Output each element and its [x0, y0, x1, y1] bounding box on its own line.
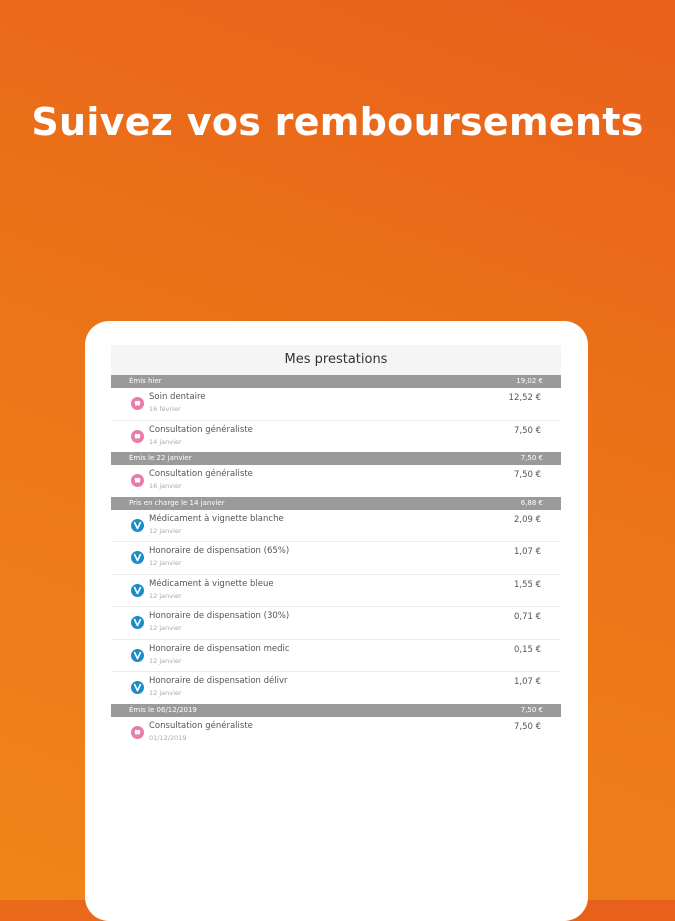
- screen-title: Mes prestations: [111, 345, 561, 375]
- prestation-date: 12 janvier: [149, 591, 182, 600]
- prestation-row[interactable]: [111, 575, 561, 608]
- prestation-amount: 1,07 €: [513, 677, 541, 687]
- prestation-amount: 7,50 €: [513, 721, 541, 732]
- prestation-title: Consultation généraliste: [149, 720, 253, 731]
- prestation-amount: 0,15 €: [513, 644, 541, 655]
- tooth-icon: [131, 397, 144, 410]
- prestation-row[interactable]: [111, 542, 561, 575]
- pharmacy-icon: [131, 616, 144, 629]
- prestation-title: Médicament à vignette bleue: [149, 578, 274, 589]
- prestation-row[interactable]: [111, 672, 561, 704]
- prestation-amount: 2,09 €: [513, 514, 541, 525]
- group-header: [111, 497, 561, 510]
- group-total: 19,02 €: [516, 377, 543, 385]
- prestation-row[interactable]: [111, 640, 561, 673]
- prestation-amount: 7,50 €: [513, 470, 541, 480]
- tooth-icon: [131, 430, 144, 443]
- group-total: 6,88 €: [520, 498, 543, 507]
- group-label: Émis le 06/12/2019: [129, 705, 197, 714]
- prestation-title: Consultation généraliste: [149, 424, 253, 435]
- pharmacy-icon: [131, 551, 144, 564]
- prestation-title: Honoraire de dispensation délivr: [149, 676, 288, 686]
- prestation-date: 16 janvier: [149, 482, 182, 490]
- prestation-row[interactable]: [111, 607, 561, 640]
- prestation-title: Honoraire de dispensation (65%): [149, 546, 290, 556]
- prestation-date: 12 janvier: [149, 526, 182, 535]
- prestation-date: 12 janvier: [149, 624, 182, 632]
- prestation-row[interactable]: [111, 421, 561, 453]
- tooth-icon: [131, 474, 144, 487]
- app-screen: [111, 345, 561, 905]
- prestation-date: 14 janvier: [149, 437, 182, 446]
- prestation-date: 12 janvier: [149, 559, 182, 567]
- prestation-row[interactable]: [111, 465, 561, 497]
- prestations-list: [111, 375, 561, 748]
- prestation-date: 01/12/2019: [149, 733, 187, 742]
- pharmacy-icon: [131, 519, 144, 532]
- prestation-title: Honoraire de dispensation (30%): [149, 611, 290, 621]
- prestation-row[interactable]: [111, 388, 561, 421]
- prestation-row[interactable]: [111, 717, 561, 749]
- group-label: Émis hier: [129, 377, 162, 385]
- prestation-amount: 1,55 €: [513, 579, 541, 590]
- prestation-amount: 0,71 €: [513, 612, 541, 622]
- group-header: [111, 375, 561, 388]
- prestation-date: 12 janvier: [149, 656, 182, 665]
- prestation-title: Honoraire de dispensation medic: [149, 643, 290, 654]
- pharmacy-icon: [131, 649, 144, 662]
- prestation-title: Consultation généraliste: [149, 469, 253, 479]
- prestation-row[interactable]: [111, 510, 561, 543]
- prestation-date: 12 janvier: [149, 689, 182, 697]
- tooth-icon: [131, 726, 144, 739]
- headline: Suivez vos remboursements: [31, 100, 644, 144]
- group-total: 7,50 €: [520, 705, 543, 714]
- prestation-amount: 7,50 €: [513, 425, 541, 436]
- prestation-title: Soin dentaire: [149, 392, 206, 402]
- prestation-amount: 1,07 €: [513, 547, 541, 557]
- group-label: Émis le 22 janvier: [129, 454, 192, 462]
- prestation-title: Médicament à vignette blanche: [149, 513, 284, 524]
- pharmacy-icon: [131, 681, 144, 694]
- tablet-frame: [85, 321, 588, 921]
- group-label: Pris en charge le 14 janvier: [129, 498, 225, 507]
- prestation-date: 16 février: [149, 405, 181, 413]
- group-header: [111, 704, 561, 717]
- group-total: 7,50 €: [520, 454, 543, 462]
- group-header: [111, 452, 561, 465]
- prestation-amount: 12,52 €: [508, 393, 541, 403]
- pharmacy-icon: [131, 584, 144, 597]
